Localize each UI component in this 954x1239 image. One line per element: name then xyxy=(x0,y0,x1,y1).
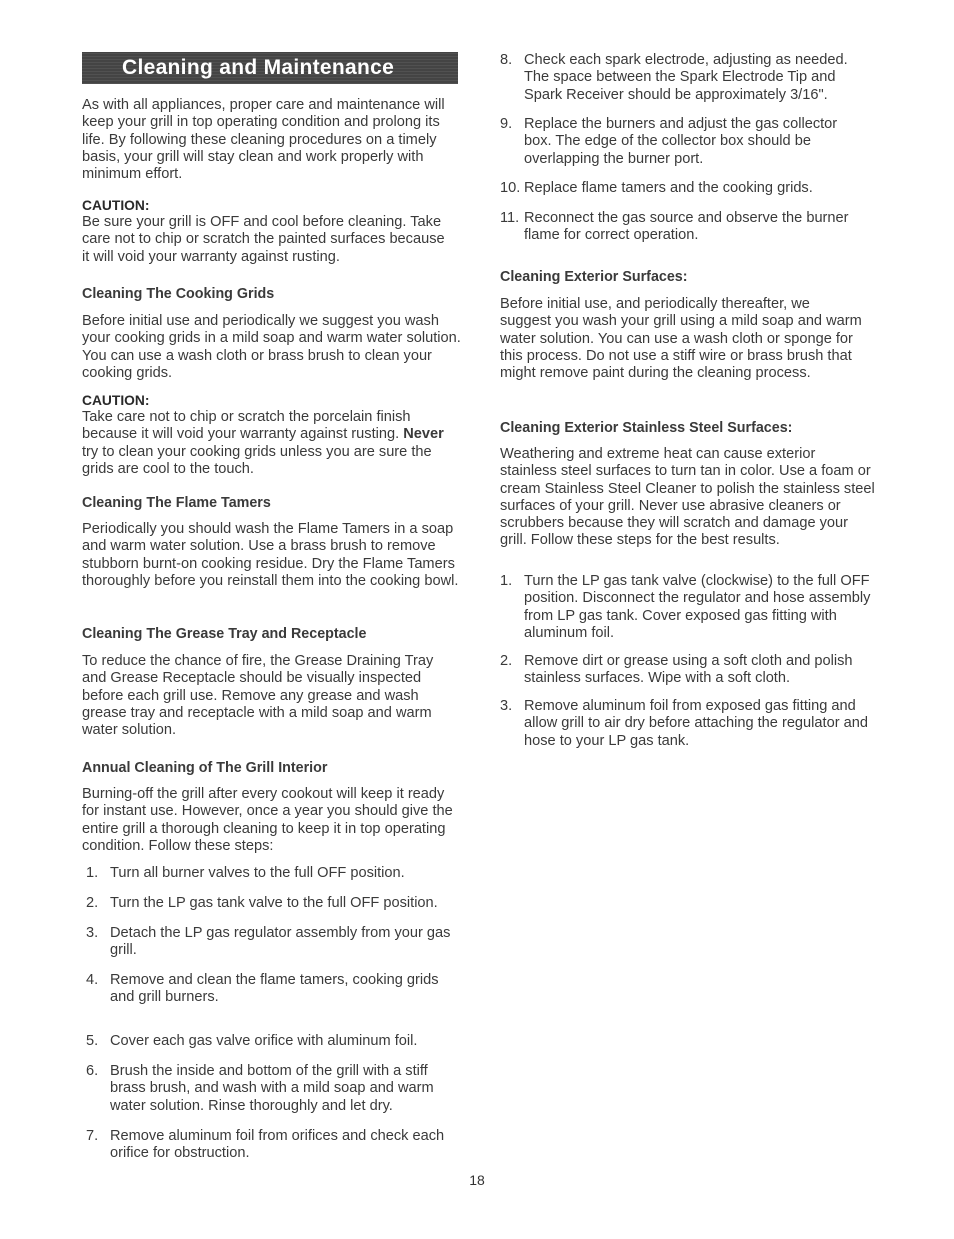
step-number: 1. xyxy=(86,865,99,881)
never-text: try to clean your cooking grids unless you are sure the grids are cool to the touch. xyxy=(82,443,432,477)
step-number: 4. xyxy=(86,972,99,988)
heading-exterior-surfaces: Cleaning Exterior Surfaces: xyxy=(500,269,688,285)
cooking-grids-caution-body: Take care not to chip or scratch the porcelain finish because it will void your warranty against rusting. xyxy=(82,409,411,443)
cooking-grids-caution-text xyxy=(82,409,447,478)
step-text: Turn all burner valves to the full OFF position. xyxy=(110,865,405,881)
step-text: Check each spark electrode, adjusting as needed. The space between the Spark Electrode Tip and Spark Receiver should be approximately 3/16". xyxy=(524,52,848,103)
step-number: 11. xyxy=(500,210,520,226)
step-text: Remove and clean the flame tamers, cooking grids and grill burners. xyxy=(110,972,439,1006)
exterior-surfaces-text: Before initial use, and periodically thereafter, we suggest you wash your grill using a mild soap and warm water solution. You can use a wash cloth or sponge for this process. Do not use a stiff wire or brass brush that might remove paint during the cleaning process. xyxy=(500,296,862,382)
step-number: 3. xyxy=(86,925,99,941)
step-number: 6. xyxy=(86,1063,99,1079)
step-text: Turn the LP gas tank valve (clockwise) to the full OFF position. Disconnect the regulator and hose assembly from LP gas tank. Cover exposed gas fitting with aluminum foil. xyxy=(524,573,871,641)
never-emphasis: Never xyxy=(403,426,444,443)
step-number: 5. xyxy=(86,1033,99,1049)
cooking-grids-text: Before initial use and periodically we suggest you wash your cooking grids in a mild soap and warm water solution. You can use a wash cloth or brass brush to clean your cooking grids. xyxy=(82,313,461,381)
cooking-grids-caution-label: CAUTION: xyxy=(82,393,150,408)
step-text: Turn the LP gas tank valve to the full OFF position. xyxy=(110,895,438,911)
step-text: Cover each gas valve orifice with aluminum foil. xyxy=(110,1033,418,1049)
heading-annual-cleaning: Annual Cleaning of The Grill Interior xyxy=(82,760,328,776)
section-title-banner xyxy=(82,52,458,84)
section-title: Cleaning and Maintenance xyxy=(122,56,395,79)
step-text: Replace the burners and adjust the gas collector box. The edge of the collector box should be overlapping the burner port. xyxy=(524,116,838,167)
flame-tamers-text: Periodically you should wash the Flame Tamers in a soap and warm water solution. Use a brass brush to remove stubborn burnt-on cooking residue. Dry the Flame Tamers thoroughly before you reinstall them into the cooking bowl. xyxy=(82,521,459,589)
caution-text: Be sure your grill is OFF and cool before cleaning. Take care not to chip or scratch the painted surfaces because it will void your warranty against rusting. xyxy=(82,214,445,265)
grease-tray-text: To reduce the chance of fire, the Grease Draining Tray and Grease Receptacle should be visually inspected before each grill use. Remove any grease and wash grease tray and receptacle with a mild soap and warm water solution. xyxy=(82,653,434,739)
caution-label: CAUTION: xyxy=(82,198,150,213)
heading-grease-tray: Cleaning The Grease Tray and Receptacle xyxy=(82,626,367,642)
step-number: 1. xyxy=(500,573,513,589)
step-text: Remove aluminum foil from orifices and check each orifice for obstruction. xyxy=(110,1128,445,1162)
step-text: Replace flame tamers and the cooking grids. xyxy=(524,180,813,196)
stainless-surfaces-text: Weathering and extreme heat can cause exterior stainless steel surfaces to turn tan in color. Use a foam or cream Stainless Steel Cleaner to polish the stainless steel surfaces of your grill. Never use abrasive cleaners or scrubbers because they will scratch and damage your grill. Follow these steps for the best results. xyxy=(500,446,875,549)
step-number: 10. xyxy=(500,180,521,196)
annual-cleaning-text: Burning-off the grill after every cookout will keep it ready for instant use. However, once a year you should give the entire grill a thorough cleaning to keep it in top operating condition. Follow these steps: xyxy=(82,786,453,854)
step-text: Remove aluminum foil from exposed gas fitting and allow grill to air dry before attaching the regulator and hose to your LP gas tank. xyxy=(524,698,868,749)
heading-stainless-surfaces: Cleaning Exterior Stainless Steel Surfaces: xyxy=(500,420,793,436)
step-number: 9. xyxy=(500,116,513,132)
step-text: Brush the inside and bottom of the grill with a stiff brass brush, and wash with a mild soap and warm water solution. Rinse thoroughly and let dry. xyxy=(110,1063,434,1114)
intro-paragraph: As with all appliances, proper care and maintenance will keep your grill in top operating condition and prolong its life. By following these cleaning procedures on a timely basis, your grill will stay clean and work properly with minimum effort. xyxy=(82,97,445,183)
step-number: 2. xyxy=(86,895,99,911)
step-text: Reconnect the gas source and observe the burner flame for correct operation. xyxy=(524,210,849,244)
step-text: Detach the LP gas regulator assembly from your gas grill. xyxy=(110,925,451,959)
step-number: 8. xyxy=(500,52,513,68)
heading-cooking-grids: Cleaning The Cooking Grids xyxy=(82,286,275,302)
page-number: 18 xyxy=(469,1172,485,1188)
step-text: Remove dirt or grease using a soft cloth and polish stainless surfaces. Wipe with a soft cloth. xyxy=(524,653,853,687)
step-number: 7. xyxy=(86,1128,99,1144)
step-number: 2. xyxy=(500,653,513,669)
step-number: 3. xyxy=(500,698,513,714)
heading-flame-tamers: Cleaning The Flame Tamers xyxy=(82,495,271,511)
